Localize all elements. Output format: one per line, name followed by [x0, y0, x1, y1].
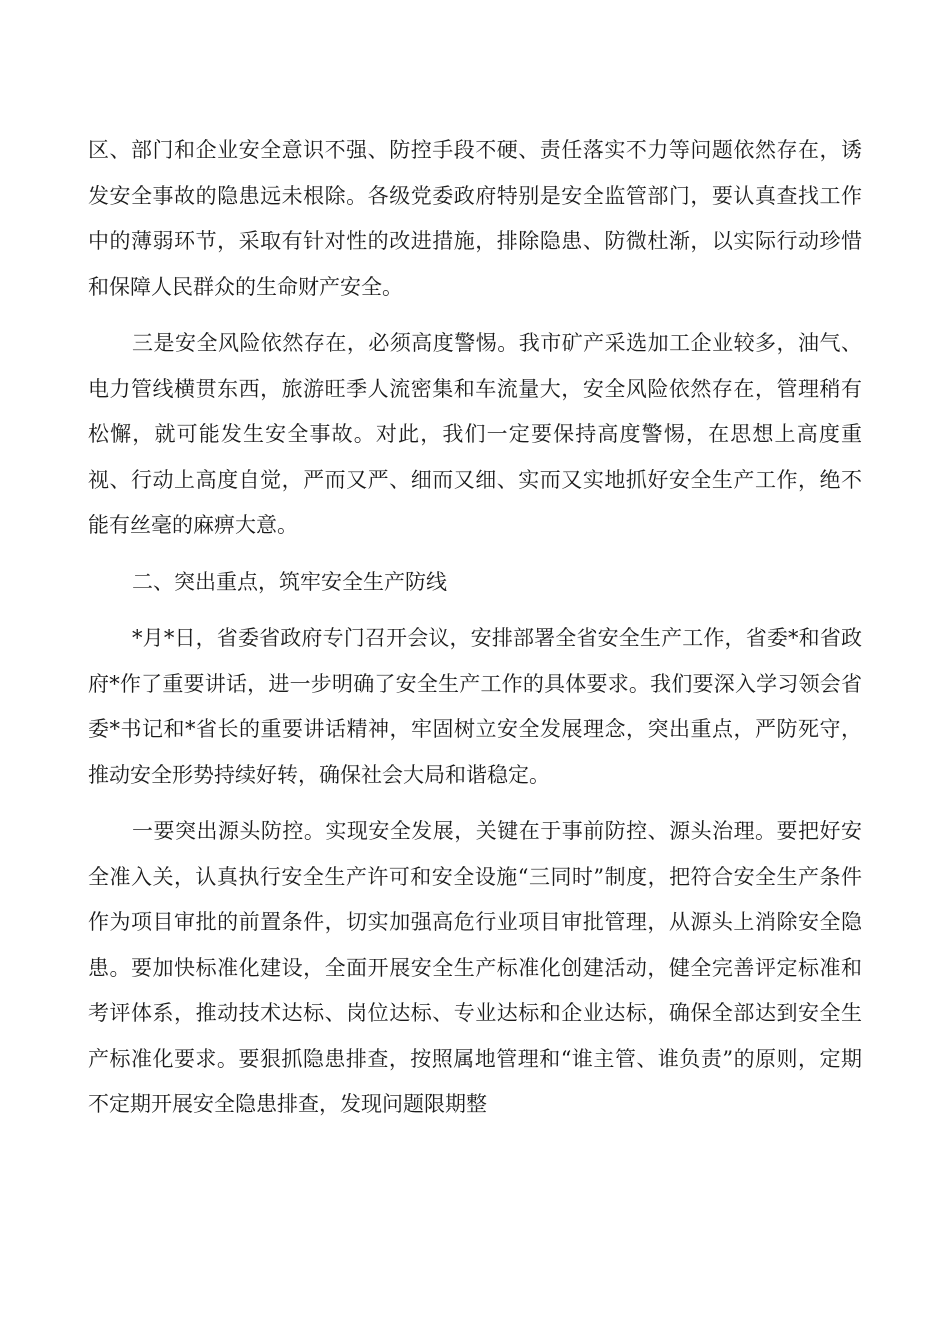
- paragraph-source-control: 一要突出源头防控。实现安全发展，关键在于事前防控、源头治理。要把好安全准入关，认真执行安全生产许可和安全设施“三同时”制度，把符合安全生产条件作为项目审批的前置条件，切实加强高危行业项目审批管理，从源头上消除安全隐患。要加快标准化建设，全面开展安全生产标准化创建活动，健全完善评定标准和考评体系，推动技术达标、岗位达标、专业达标和企业达标，确保全部达到安全生产标准化要求。要狠抓隐患排查，按照属地管理和“谁主管、谁负责”的原则，定期不定期开展安全隐患排查，发现问题限期整: [88, 819, 862, 1116]
- section-heading: 二、突出重点，筑牢安全生产防线: [132, 569, 447, 594]
- paragraph-point-three: 三是安全风险依然存在，必须高度警惕。我市矿产采选加工企业较多，油气、电力管线横贯东西，旅游旺季人流密集和车流量大，安全风险依然存在，管理稍有松懈，就可能发生安全事故。对此，我们一定要保持高度警惕，在思想上高度重视、行动上高度自觉，严而又严、细而又细、实而又实地抓好安全生产工作，绝不能有丝毫的麻痹大意。: [88, 331, 862, 537]
- document-body: [88, 128, 862, 1128]
- paragraph-meeting: *月*日，省委省政府专门召开会议，安排部署全省安全生产工作，省委*和省政府*作了重要讲话，进一步明确了安全生产工作的具体要求。我们要深入学习领会省委*书记和*省长的重要讲话精神，牢固树立安全发展理念，突出重点，严防死守，推动安全形势持续好转，确保社会大局和谐稳定。: [88, 626, 862, 787]
- paragraph-continued: 区、部门和企业安全意识不强、防控手段不硬、责任落实不力等问题依然存在，诱发安全事故的隐患远未根除。各级党委政府特别是安全监管部门，要认真查找工作中的薄弱环节，采取有针对性的改进措施，排除隐患、防微杜渐，以实际行动珍惜和保障人民群众的生命财产安全。: [88, 138, 862, 299]
